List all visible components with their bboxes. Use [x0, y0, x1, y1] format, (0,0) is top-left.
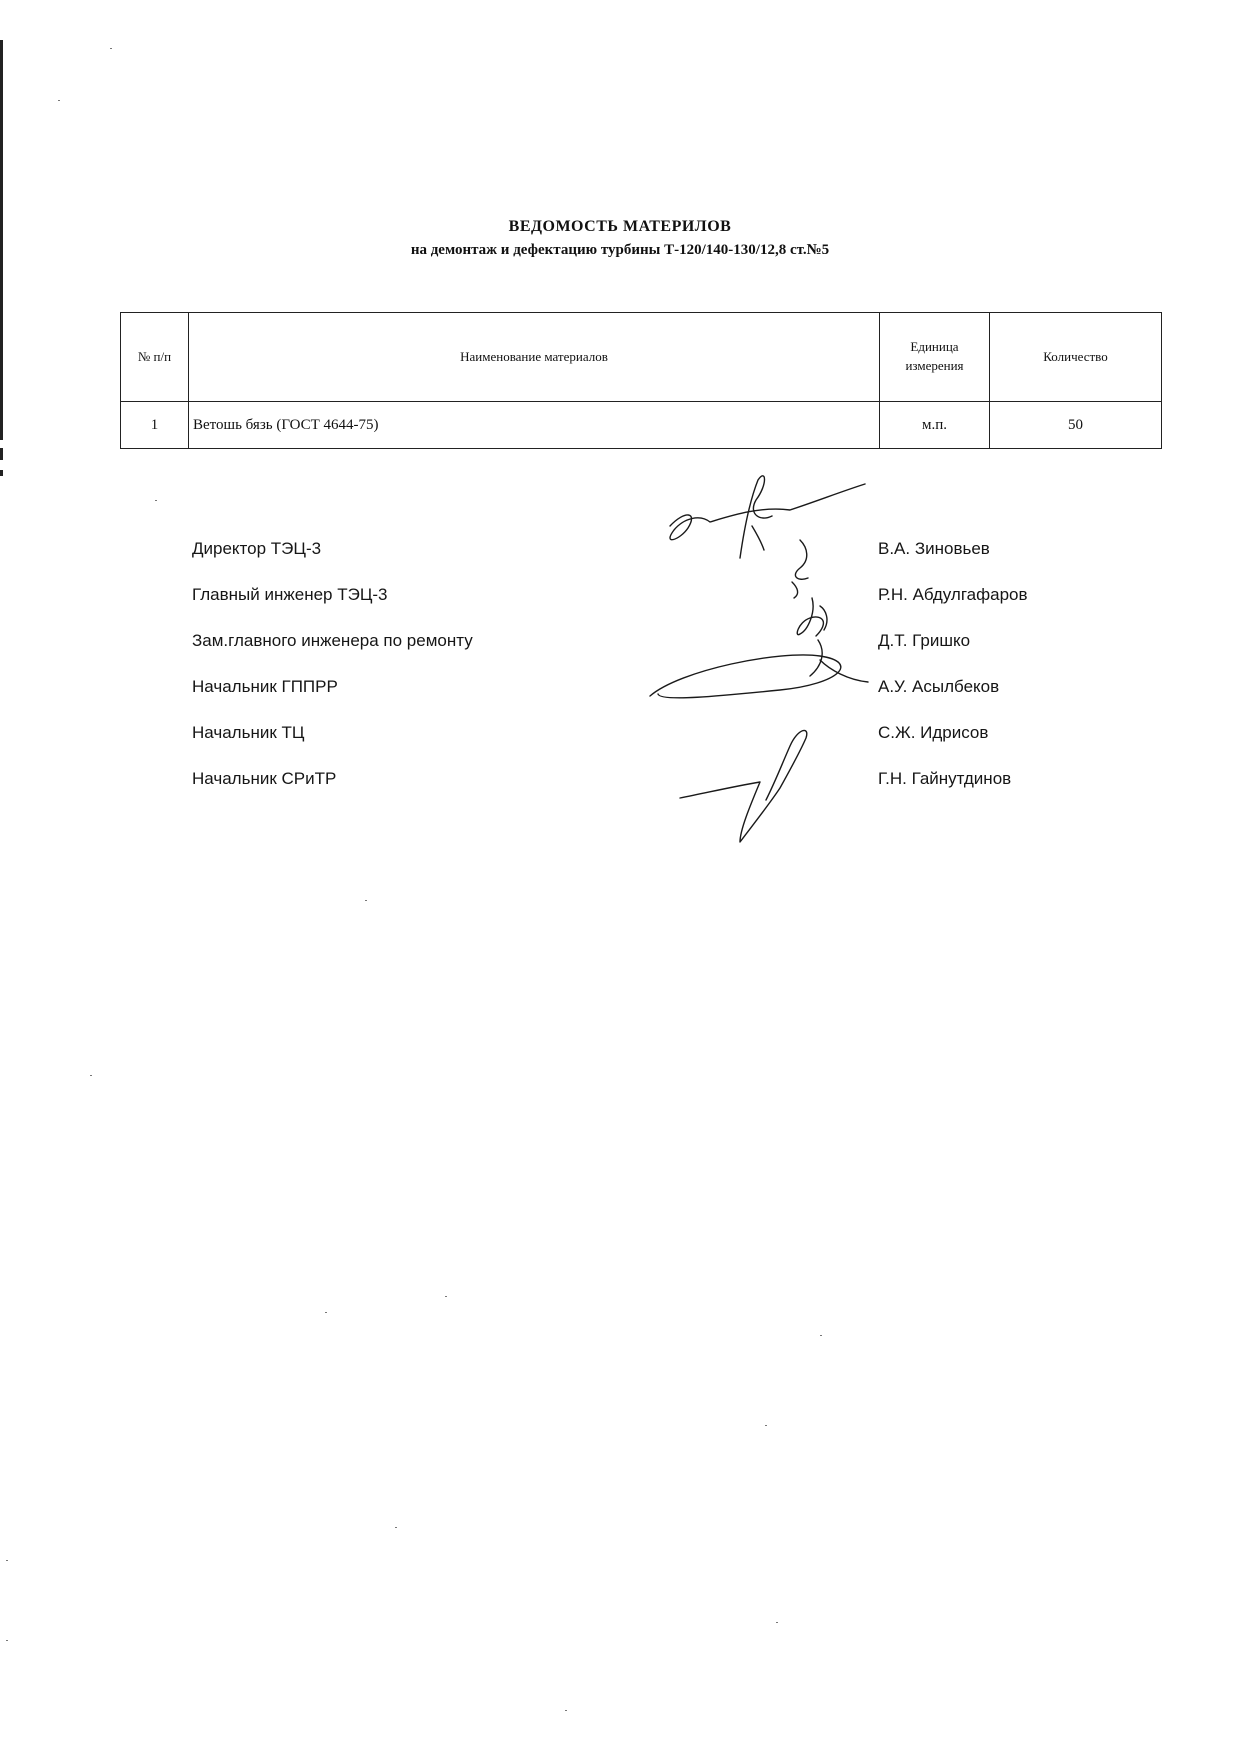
table-header-row: [121, 313, 1162, 402]
scan-speck: [765, 1425, 767, 1426]
signatory-name: Р.Н. Абдулгафаров: [878, 585, 1028, 604]
scan-speck: [6, 1560, 8, 1561]
signature-head-gpprr: [650, 640, 868, 698]
signature-director: [670, 476, 865, 558]
signatory-name: А.У. Асылбеков: [878, 677, 1000, 696]
signatory-role: Зам.главного инженера по ремонту: [192, 631, 473, 650]
header-num: № п/п: [121, 313, 189, 402]
signatory-name: С.Ж. Идрисов: [878, 723, 989, 742]
signatory-row: [0, 581, 1240, 611]
scan-speck: [90, 1075, 92, 1076]
header-name: Наименование материалов: [189, 313, 880, 402]
signatory-role: Директор ТЭЦ-3: [192, 539, 322, 558]
scan-speck: [395, 1527, 397, 1528]
scan-speck: [110, 48, 112, 49]
scan-edge-mark: [0, 448, 3, 460]
scan-edge-mark: [0, 470, 3, 476]
signatory-role: Начальник СРиТР: [192, 769, 337, 788]
header-qty: Количество: [990, 313, 1162, 402]
cell-name: Ветошь бязь (ГОСТ 4644-75): [189, 402, 880, 449]
cell-unit: м.п.: [880, 402, 990, 449]
scan-speck: [155, 500, 157, 501]
signatory-role: Начальник ГППРР: [192, 677, 338, 696]
cell-qty: 50: [990, 402, 1162, 449]
signatory-row: [0, 673, 1240, 703]
signatory-row: [0, 627, 1240, 657]
scan-speck: [58, 100, 60, 101]
scan-speck: [325, 1312, 327, 1313]
signatory-name: Д.Т. Гришко: [878, 631, 971, 650]
table-row: [121, 402, 1162, 449]
signatory-role: Главный инженер ТЭЦ-3: [192, 585, 388, 604]
signature-deputy: [797, 598, 827, 636]
handwritten-signatures: [640, 470, 880, 850]
scan-speck: [365, 900, 367, 901]
signatory-name: Г.Н. Гайнутдинов: [878, 769, 1012, 788]
document-title: ВЕДОМОСТЬ МАТЕРИЛОВ: [508, 218, 732, 235]
document-subtitle: на демонтаж и дефектацию турбины Т-120/140-130/12,8 ст.№5: [410, 242, 830, 258]
scan-speck: [776, 1622, 778, 1623]
signatory-row: [0, 765, 1240, 795]
header-unit: Единица измерения: [880, 313, 990, 402]
scan-speck: [820, 1335, 822, 1336]
cell-num: 1: [121, 402, 189, 449]
materials-table: [120, 312, 1162, 449]
signatory-row: [0, 719, 1240, 749]
scan-speck: [565, 1710, 567, 1711]
signature-chief-engineer: [792, 540, 808, 598]
signature-head-sritr: [680, 730, 807, 842]
signatory-row: [0, 535, 1240, 565]
scan-speck: [445, 1296, 447, 1297]
scan-speck: [6, 1640, 8, 1641]
signatory-role: Начальник ТЦ: [192, 723, 305, 742]
document-header: [0, 218, 1240, 259]
signatory-name: В.А. Зиновьев: [878, 539, 990, 558]
